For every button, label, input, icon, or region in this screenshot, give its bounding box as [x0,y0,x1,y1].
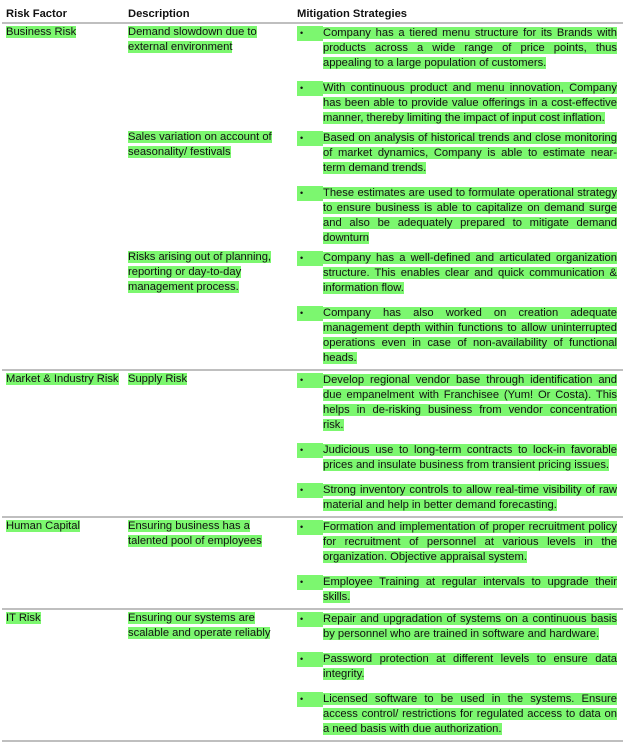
mitigation-cell [293,517,623,609]
description-text: Ensuring our systems are scalable and operate reliably [128,612,271,639]
header-risk-factor: Risk Factor [2,6,124,23]
description-cell [124,23,293,129]
risk-factor-cell [2,249,124,370]
mitigation-item [297,372,619,433]
table-row [2,609,623,741]
description-cell [124,370,293,517]
mitigation-item [297,519,619,565]
mitigation-cell [293,609,623,741]
description-text: Demand slowdown due to external environment [128,26,257,53]
bullet-icon: • [297,306,323,321]
bullet-icon: • [297,692,323,707]
mitigation-item [297,691,619,737]
bullet-icon: • [297,373,323,388]
mitigation-text: Employee Training at regular intervals to upgrade their skills. [323,576,617,603]
bullet-icon: • [297,483,323,498]
mitigation-item [297,574,619,605]
mitigation-item [297,611,619,642]
mitigation-item [297,130,619,176]
description-cell [124,129,293,249]
table-body [2,23,623,741]
mitigation-item [297,250,619,296]
description-cell [124,609,293,741]
risk-factor-text: Human Capital [6,520,80,532]
mitigation-item [297,80,619,126]
bullet-icon: • [297,443,323,458]
page [0,6,625,735]
header-row [2,6,623,23]
mitigation-item [297,442,619,473]
risk-factor-cell [2,517,124,609]
mitigation-item [297,25,619,71]
header-description: Description [124,6,293,23]
description-text: Risks arising out of planning, reporting or day-to-day management process. [128,251,272,293]
risk-factor-text: Market & Industry Risk [6,373,119,385]
risk-factor-text: IT Risk [6,612,41,624]
bullet-icon: • [297,131,323,146]
header-mitigation: Mitigation Strategies [293,6,623,23]
risk-factor-text: Business Risk [6,26,77,38]
risk-factor-cell [2,370,124,517]
table-row [2,23,623,129]
mitigation-text: Licensed software to be used in the systems. Ensure access control/ restrictions for regulated access to data on a need basis with due authorization. [323,693,617,735]
description-text: Sales variation on account of seasonality/ festivals [128,131,272,158]
table-row [2,517,623,609]
mitigation-text: Strong inventory controls to allow real-time visibility of raw material and help in better demand forecasting. [323,484,617,511]
risk-factor-cell [2,129,124,249]
mitigation-text: With continuous product and menu innovation, Company has been able to provide value offerings in a cost-effective manner, thereby limiting the impact of input cost inflation. [323,82,617,124]
risk-factor-cell [2,609,124,741]
table-row [2,370,623,517]
mitigation-text: Formation and implementation of proper recruitment policy for recruitment of personnel at various levels in the organization. Objective appraisal system. [323,521,617,563]
bullet-icon: • [297,612,323,627]
mitigation-text: Company has also worked on creation adequate management depth within functions to allow uninterrupted operations even in case of non-availability of functional heads. [323,307,617,364]
mitigation-item [297,482,619,513]
description-text: Ensuring business has a talented pool of employees [128,520,262,547]
bullet-icon: • [297,520,323,535]
mitigation-cell [293,249,623,370]
table-row [2,129,623,249]
mitigation-text: Judicious use to long-term contracts to lock-in favorable prices and insulate business from transient pricing issues. [323,444,617,471]
bullet-icon: • [297,186,323,201]
mitigation-text: Password protection at different levels to ensure data integrity. [323,653,617,680]
mitigation-text: Company has a well-defined and articulated organization structure. This enables clear and quick communication & information flow. [323,252,617,294]
mitigation-text: Repair and upgradation of systems on a continuous basis by personnel who are trained in software and hardware. [323,613,617,640]
table-row [2,249,623,370]
mitigation-item [297,185,619,246]
mitigation-cell [293,129,623,249]
bullet-icon: • [297,81,323,96]
description-cell [124,517,293,609]
mitigation-cell [293,23,623,129]
mitigation-item [297,651,619,682]
mitigation-text: Based on analysis of historical trends and close monitoring of market dynamics, Company is able to estimate near-term demand trends. [323,132,617,174]
description-cell [124,249,293,370]
bullet-icon: • [297,26,323,41]
bullet-icon: • [297,652,323,667]
mitigation-text: Company has a tiered menu structure for its Brands with products across a wide range of price points, thus appealing to a large population of customers. [323,27,617,69]
risk-table [2,6,623,742]
mitigation-text: Develop regional vendor base through identification and due empanelment with Franchisee (Yum! Or Costa). This helps in de-risking business from vendor concentration risk. [323,374,617,431]
mitigation-item [297,305,619,366]
mitigation-text: These estimates are used to formulate operational strategy to ensure business is able to capitalize on demand surge and also be adequately prepared to mitigate demand downturn [323,187,617,244]
risk-factor-cell [2,23,124,129]
mitigation-cell [293,370,623,517]
description-text: Supply Risk [128,373,188,385]
bullet-icon: • [297,575,323,590]
bullet-icon: • [297,251,323,266]
